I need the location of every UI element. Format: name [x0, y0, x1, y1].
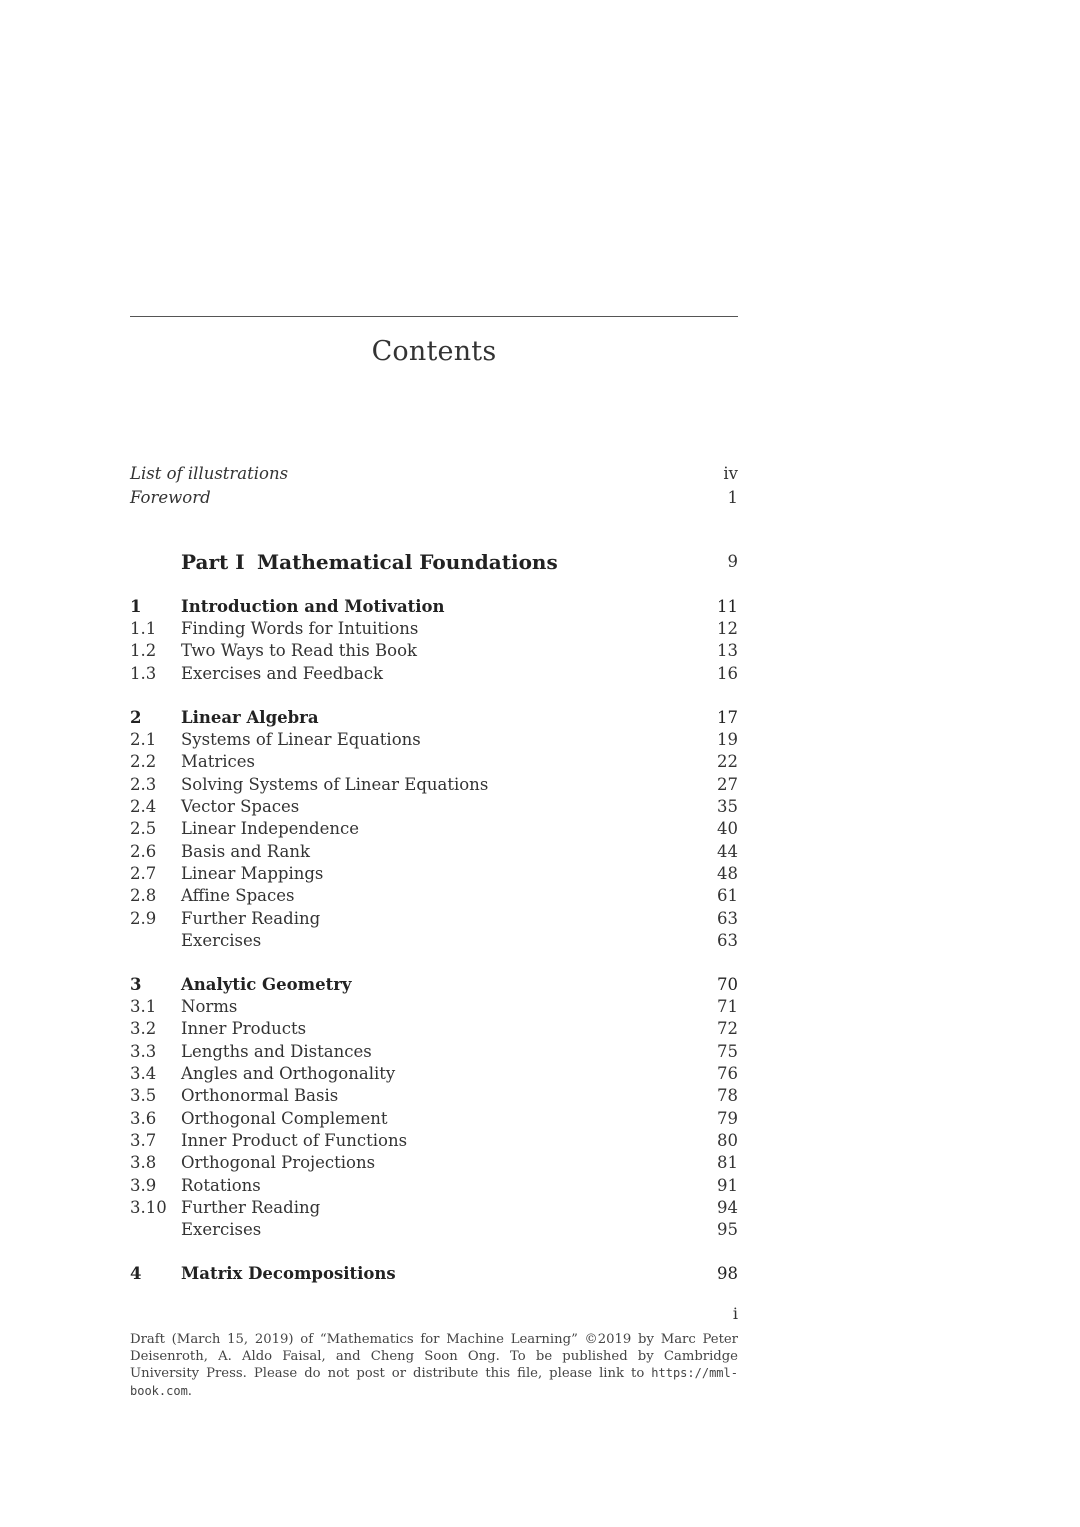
chapter-number: 1 — [130, 597, 142, 616]
section-page: 48 — [717, 864, 738, 883]
toc-section[interactable] — [130, 618, 738, 640]
page-folio: i — [732, 1304, 738, 1323]
toc-section[interactable] — [130, 930, 738, 952]
section-page: 16 — [717, 664, 738, 683]
section-number: 3.2 — [130, 1019, 157, 1038]
toc-section[interactable] — [130, 1152, 738, 1174]
section-page: 63 — [717, 909, 738, 928]
section-title: Orthonormal Basis — [181, 1086, 339, 1105]
section-title: Orthogonal Projections — [181, 1153, 376, 1172]
section-number: 2.7 — [130, 864, 157, 883]
section-number: 2.9 — [130, 909, 157, 928]
section-number: 2.2 — [130, 752, 157, 771]
chapter-title: Matrix Decompositions — [181, 1264, 396, 1283]
section-title: Linear Independence — [181, 819, 359, 838]
chapter-number: 2 — [130, 708, 142, 727]
chapter-page: 17 — [717, 708, 738, 727]
section-page: 27 — [717, 775, 738, 794]
book-url-link[interactable]: https://mml-book.com — [130, 1366, 738, 1398]
section-page: 91 — [717, 1176, 738, 1195]
chapter-page: 98 — [717, 1264, 738, 1283]
chapter-title: Analytic Geometry — [181, 975, 352, 994]
section-number: 3.7 — [130, 1131, 157, 1150]
section-number: 3.6 — [130, 1109, 157, 1128]
section-page: 95 — [717, 1220, 738, 1239]
section-title: Linear Mappings — [181, 864, 324, 883]
toc-section[interactable] — [130, 796, 738, 818]
section-number: 1.2 — [130, 641, 157, 660]
chapter-page: 11 — [717, 597, 738, 616]
section-page: 81 — [717, 1153, 738, 1172]
section-page: 71 — [717, 997, 738, 1016]
section-page: 72 — [717, 1019, 738, 1038]
toc-entry-title: Foreword — [130, 488, 211, 507]
section-title: Angles and Orthogonality — [181, 1064, 396, 1083]
toc-section[interactable] — [130, 1041, 738, 1063]
section-title: Basis and Rank — [181, 842, 310, 861]
toc-entry-page: 1 — [727, 488, 738, 507]
section-number: 2.8 — [130, 886, 157, 905]
part-page: 9 — [727, 552, 738, 571]
section-page: 12 — [717, 619, 738, 638]
draft-notice-text: Draft (March 15, 2019) of “Mathematics for Machine Learning” ©2019 by Marc Peter Deisenroth, A. Aldo Faisal, and Cheng Soon Ong. To be published by Cambridge University Press. Please do not post or distribute this file, please link to — [130, 1332, 738, 1381]
section-title: Affine Spaces — [181, 886, 295, 905]
section-page: 13 — [717, 641, 738, 660]
section-title: Orthogonal Complement — [181, 1109, 388, 1128]
part-heading[interactable] — [130, 547, 738, 577]
section-page: 78 — [717, 1086, 738, 1105]
toc-section[interactable] — [130, 1063, 738, 1085]
section-number: 3.8 — [130, 1153, 157, 1172]
toc-chapter[interactable] — [130, 1263, 738, 1285]
section-number: 3.5 — [130, 1086, 157, 1105]
toc-section[interactable] — [130, 663, 738, 685]
section-title: Further Reading — [181, 1198, 321, 1217]
toc-chapter[interactable] — [130, 974, 738, 996]
chapter-number: 4 — [130, 1264, 142, 1283]
section-title: Exercises — [181, 1220, 262, 1239]
toc-section[interactable] — [130, 1085, 738, 1107]
section-page: 79 — [717, 1109, 738, 1128]
section-number: 2.5 — [130, 819, 157, 838]
toc-section[interactable] — [130, 863, 738, 885]
section-title: Solving Systems of Linear Equations — [181, 775, 489, 794]
section-page: 44 — [717, 842, 738, 861]
toc-section[interactable] — [130, 885, 738, 907]
section-title: Exercises — [181, 931, 262, 950]
section-title: Finding Words for Intuitions — [181, 619, 419, 638]
title-rule — [130, 316, 738, 317]
chapter-number: 3 — [130, 975, 142, 994]
toc-entry-front[interactable] — [130, 487, 738, 509]
section-title: Vector Spaces — [181, 797, 300, 816]
toc-section[interactable] — [130, 908, 738, 930]
chapter-title: Introduction and Motivation — [181, 597, 445, 616]
section-title: Matrices — [181, 752, 256, 771]
toc-section[interactable] — [130, 1175, 738, 1197]
section-page: 75 — [717, 1042, 738, 1061]
section-number: 2.3 — [130, 775, 157, 794]
section-title: Lengths and Distances — [181, 1042, 372, 1061]
toc-section[interactable] — [130, 841, 738, 863]
draft-notice — [130, 1332, 738, 1400]
toc-section[interactable] — [130, 1018, 738, 1040]
page-title: Contents — [371, 336, 497, 367]
section-number: 1.1 — [130, 619, 157, 638]
part-label: Part I — [181, 550, 245, 574]
section-number: 2.4 — [130, 797, 157, 816]
section-page: 80 — [717, 1131, 738, 1150]
section-page: 76 — [717, 1064, 738, 1083]
part-title: Mathematical Foundations — [257, 550, 558, 574]
toc-section[interactable] — [130, 729, 738, 751]
section-number: 3.10 — [130, 1198, 167, 1217]
section-title: Rotations — [181, 1176, 261, 1195]
section-number: 1.3 — [130, 664, 157, 683]
section-page: 40 — [717, 819, 738, 838]
section-title: Inner Product of Functions — [181, 1131, 408, 1150]
section-page: 94 — [717, 1198, 738, 1217]
section-title: Exercises and Feedback — [181, 664, 384, 683]
section-page: 63 — [717, 931, 738, 950]
section-page: 22 — [717, 752, 738, 771]
toc-section[interactable] — [130, 1130, 738, 1152]
section-number: 3.3 — [130, 1042, 157, 1061]
toc-entry-page: iv — [723, 464, 738, 483]
section-title: Norms — [181, 997, 238, 1016]
toc-chapter[interactable] — [130, 596, 738, 618]
section-number: 2.6 — [130, 842, 157, 861]
toc-section[interactable] — [130, 1219, 738, 1241]
section-title: Further Reading — [181, 909, 321, 928]
toc-page — [130, 0, 738, 1527]
section-page: 61 — [717, 886, 738, 905]
section-page: 19 — [717, 730, 738, 749]
section-title: Two Ways to Read this Book — [181, 641, 417, 660]
section-number: 3.9 — [130, 1176, 157, 1195]
chapter-title: Linear Algebra — [181, 708, 319, 727]
toc-entry-front[interactable] — [130, 463, 738, 485]
toc-section[interactable] — [130, 818, 738, 840]
section-title: Systems of Linear Equations — [181, 730, 421, 749]
toc-section[interactable] — [130, 996, 738, 1018]
toc-section[interactable] — [130, 1197, 738, 1219]
section-title: Inner Products — [181, 1019, 307, 1038]
toc-section[interactable] — [130, 751, 738, 773]
toc-chapter[interactable] — [130, 707, 738, 729]
section-page: 35 — [717, 797, 738, 816]
section-number: 3.4 — [130, 1064, 157, 1083]
section-number: 3.1 — [130, 997, 157, 1016]
toc-entry-title: List of illustrations — [130, 464, 289, 483]
chapter-page: 70 — [717, 975, 738, 994]
toc-section[interactable] — [130, 640, 738, 662]
toc-section[interactable] — [130, 774, 738, 796]
draft-notice-end: . — [187, 1383, 192, 1399]
section-number: 2.1 — [130, 730, 157, 749]
toc-section[interactable] — [130, 1108, 738, 1130]
